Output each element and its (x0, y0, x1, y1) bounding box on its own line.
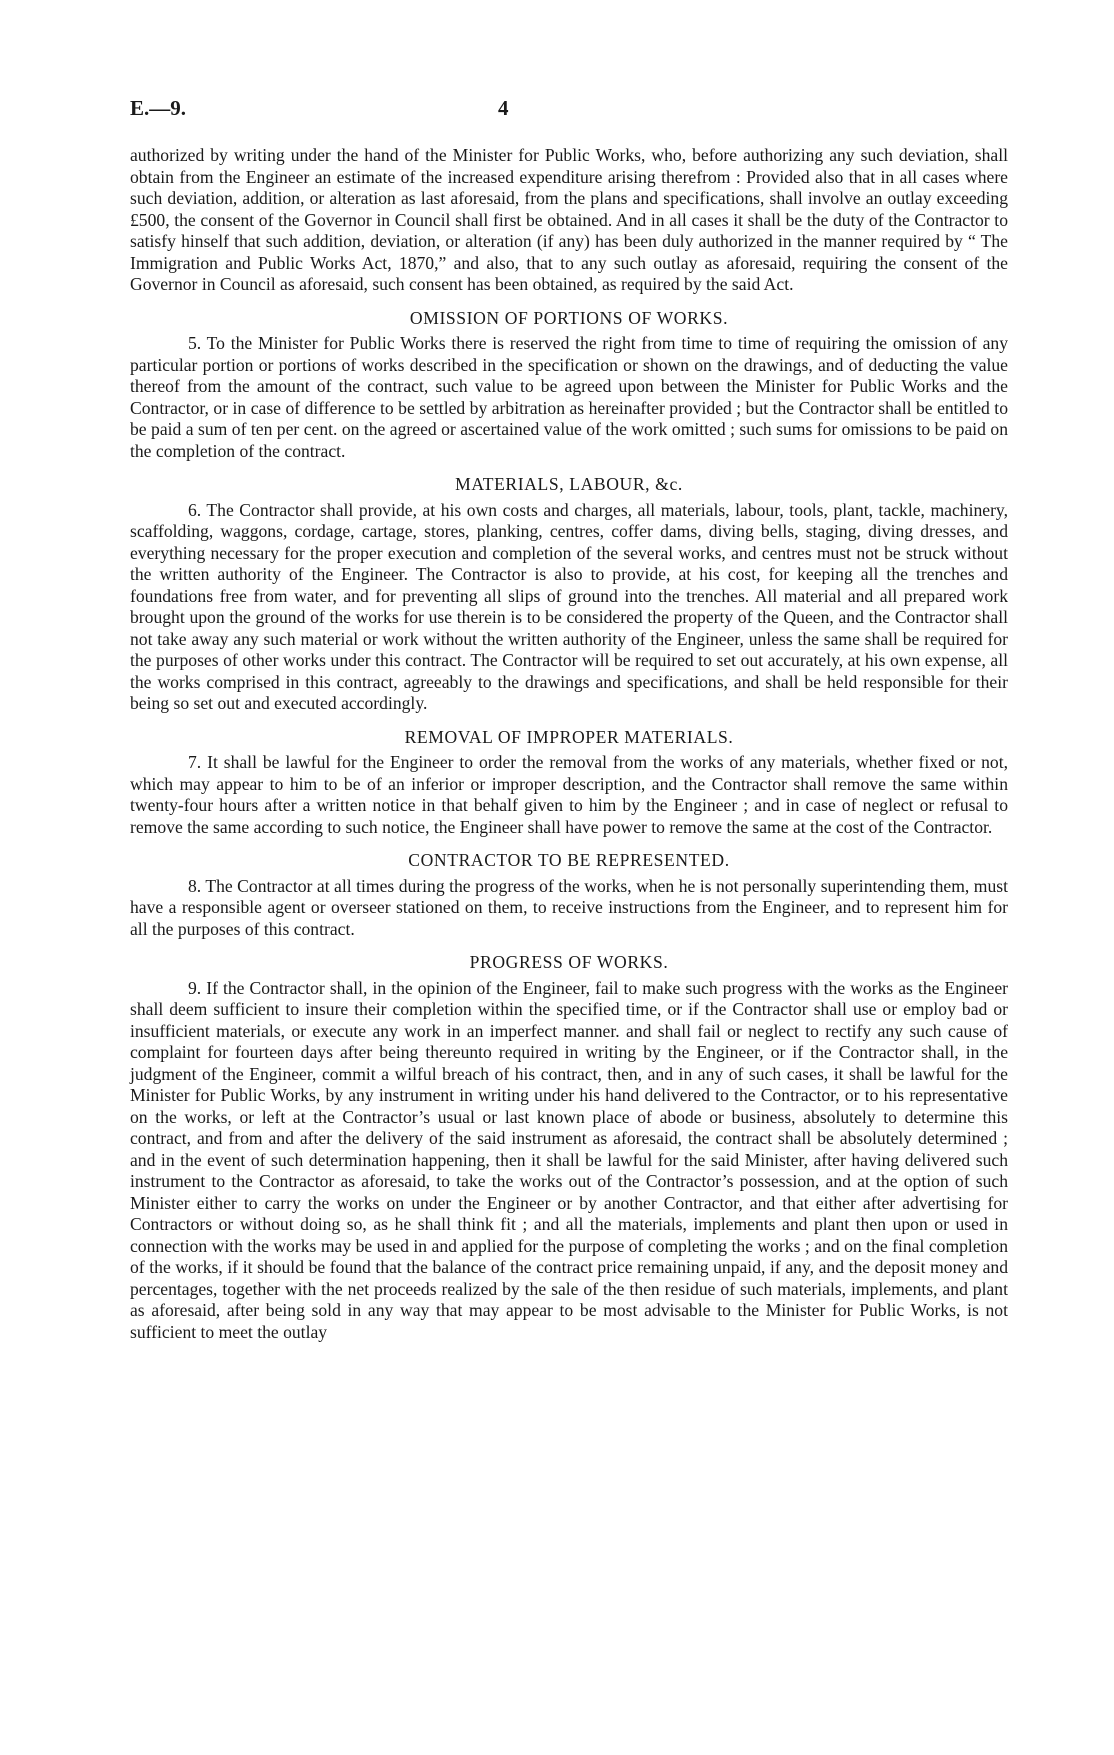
document-reference: E.—9. (130, 96, 187, 120)
clause-5-paragraph: 5. To the Minister for Public Works there is reserved the right from time to time of requiring the omission of any particular portion or portions of works described in the specification or shown on the drawings, and of deducting the value thereof from the amount of the contract, such value to be agreed upon between the Minister for Public Works and the Contractor, or in case of difference to be settled by arbitration as hereinafter provided ; but the Contractor shall be entitled to be paid a sum of ten per cent. on the agreed or ascertained value of the work omitted ; such sums for omissions to be paid on the completion of the contract. (130, 333, 1008, 461)
section-heading-contractor: CONTRACTOR TO BE REPRESENTED. (408, 850, 730, 870)
clause-7-paragraph: 7. It shall be lawful for the Engineer to order the removal from the works of any materials, whether fixed or not, which may appear to him to be of an inferior or improper description, and the Contractor shall remove the same within twenty-four hours after a written notice in that behalf given to him by the Engineer ; and in case of neglect or refusal to remove the same according to such notice, the Engineer shall have power to remove the same at the cost of the Contractor. (130, 752, 1008, 837)
section-heading-omission: OMISSION OF PORTIONS OF WORKS. (409, 307, 729, 328)
document-body (130, 145, 1008, 1343)
section-heading-removal: REMOVAL OF IMPROPER MATERIALS. (404, 726, 734, 747)
clause-8-paragraph: 8. The Contractor at all times during the progress of the works, when he is not personally superintending them, must have a responsible agent or overseer stationed on them, to receive instructions from the Engineer, and to represent him for all the purposes of this contract. (130, 875, 1008, 939)
page-number: 4 (498, 96, 509, 120)
clause-6-paragraph: 6. The Contractor shall provide, at his own costs and charges, all materials, labour, tools, plant, tackle, machinery, scaffolding, waggons, cordage, cartage, stores, planking, centres, coffer dams, diving bells, staging, diving dresses, and everything necessary for the proper execution and completion of the several works, and centres must not be struck without the written authority of the Engineer. The Contractor is also to provide, at his cost, for keeping all the trenches and foundations free from water, and for preventing all slips of ground into the trenches. All material and all prepared work brought upon the ground of the works for use therein is to be considered the property of the Queen, and the Contractor shall not take away any such material or work without the written authority of the Engineer, unless the same shall be required for the purposes of other works under this contract. The Contractor will be required to set out accurately, at his own expense, all the works comprised in this contract, agreeably to the drawings and specifications, and shall be held responsible for their being so set out and executed accordingly. (130, 499, 1008, 713)
section-heading-materials: MATERIALS, LABOUR, &c. (455, 474, 683, 494)
clause-9-paragraph: 9. If the Contractor shall, in the opinion of the Engineer, fail to make such progress with the works as the Engineer shall deem sufficient to insure their completion within the specified time, or if the Contractor shall use or employ bad or insufficient materials, or execute any work in an imperfect manner. and shall fail or neglect to rectify any such cause of complaint for fourteen days after being thereunto required in writing by the Engineer, or if the Contractor shall, in the judgment of the Engineer, commit a wilful breach of his contract, then, and in any of such cases, it shall be lawful for the Minister for Public Works, by any instrument in writing under his hand delivered to the Contractor, or to his representative on the works, or left at the Contractor’s usual or last known place of abode or business, absolutely to determine this contract, and from and after the delivery of the said instrument as aforesaid, the contract shall be absolutely determined ; and in the event of such determination happening, then it shall be lawful for the said Minister, after having delivered such instrument to the Contractor as aforesaid, to take the works out of the Contractor’s possession, and at the option of such Minister either to carry the works on under the Engineer or by another Contractor, and that either after advertising for Contractors or without doing so, as he shall think fit ; and all the materials, implements and plant then upon or used in connection with the works may be used in and applied for the purpose of completing the works ; and on the final completion of the works, if it should be found that the balance of the contract price remaining unpaid, if any, and the deposit money and percentages, together with the net proceeds realized by the sale of the then residue of such materials, implements, and plant as aforesaid, after being sold in any way that may appear to be most advisable to the Minister for Public Works, is not sufficient to meet the outlay (130, 977, 1008, 1342)
section-heading-progress: PROGRESS OF WORKS. (469, 952, 669, 972)
continued-paragraph: authorized by writing under the hand of the Minister for Public Works, who, before authorizing any such deviation, shall obtain from the Engineer an estimate of the increased expenditure arising therefrom : Provided also that in all cases where such deviation, addition, or alteration as last aforesaid, from the plans and specifications, shall involve an outlay exceeding £500, the consent of the Governor in Council shall first be obtained. And in all cases it shall be the duty of the Contractor to satisfy hinself that such addition, deviation, or alteration (if any) has been duly authorized in the manner required by “ The Immigration and Public Works Act, 1870,” and also, that to any such outlay as aforesaid, requiring the consent of the Governor in Council as aforesaid, such consent has been obtained, as required by the said Act. (130, 145, 1008, 294)
page-header (130, 96, 1014, 126)
